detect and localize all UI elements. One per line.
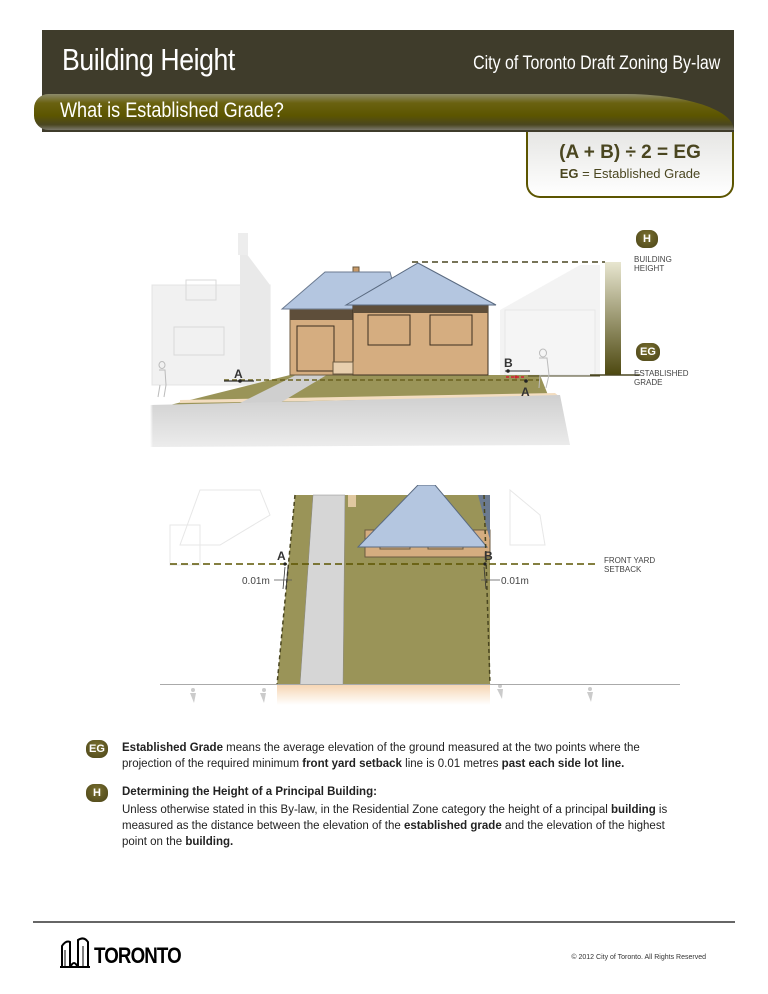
established-grade-badge: EG bbox=[636, 343, 660, 361]
definition-text: Established Grade means the average elevation of the ground measured at the two points where the projection of the required minimum front yard setback line is 0.01 metres past each side lot line. bbox=[122, 742, 640, 770]
toronto-logo bbox=[60, 936, 196, 968]
main-house bbox=[282, 263, 496, 375]
point-a-left-label: A bbox=[234, 367, 243, 381]
formula-abbr: EG bbox=[559, 166, 579, 181]
elevation-diagram bbox=[150, 225, 710, 455]
definition-text: Unless otherwise stated in this By-law, in the Residential Zone category the height of a principal building is measured as the distance between the elevation of the established grade and the elevation of the highest point on the building. bbox=[122, 804, 668, 848]
front-yard-setback-label: FRONT YARD SETBACK bbox=[604, 556, 656, 574]
point-a-label: A bbox=[277, 549, 286, 563]
point-b-label: B bbox=[484, 549, 493, 563]
neighbour-ghost-right bbox=[510, 490, 545, 545]
established-grade-label: ESTABLISHED GRADE bbox=[634, 369, 689, 387]
offset-left-label: 0.01m bbox=[242, 576, 270, 587]
definition-established-grade bbox=[86, 740, 686, 772]
page-title: Building Height bbox=[62, 42, 235, 77]
logo-text: TORONTO bbox=[94, 943, 181, 968]
formula-equation: (A + B) ÷ 2 = EG bbox=[559, 142, 701, 163]
formula-box bbox=[526, 132, 734, 198]
formula-definition bbox=[528, 166, 732, 181]
section-banner bbox=[34, 94, 734, 130]
elevation-illustration bbox=[150, 225, 710, 455]
definition-heading: Determining the Height of a Principal Building: bbox=[122, 786, 377, 798]
footer-divider bbox=[33, 921, 735, 923]
plan-illustration bbox=[160, 485, 680, 705]
plan-diagram bbox=[160, 485, 680, 705]
copyright-text: © 2012 City of Toronto. All Rights Reserved bbox=[571, 954, 706, 961]
city-hall-icon bbox=[60, 936, 90, 968]
h-badge-icon: H bbox=[86, 784, 108, 802]
point-b-label: B bbox=[504, 356, 513, 370]
definition-building-height bbox=[86, 784, 686, 850]
neighbour-house-left bbox=[152, 233, 270, 385]
point-a-right-label: A bbox=[521, 385, 530, 399]
section-title: What is Established Grade? bbox=[60, 99, 284, 122]
neighbour-house-right bbox=[500, 265, 600, 375]
eg-badge-icon: EG bbox=[86, 740, 108, 758]
page-subtitle: City of Toronto Draft Zoning By-law bbox=[472, 53, 720, 74]
building-height-badge: H bbox=[636, 230, 658, 248]
offset-right-label: 0.01m bbox=[501, 576, 529, 587]
formula-definition-text: = Established Grade bbox=[578, 166, 701, 181]
building-height-label: BUILDING HEIGHT bbox=[634, 255, 672, 273]
neighbour-ghost-left bbox=[170, 490, 270, 565]
